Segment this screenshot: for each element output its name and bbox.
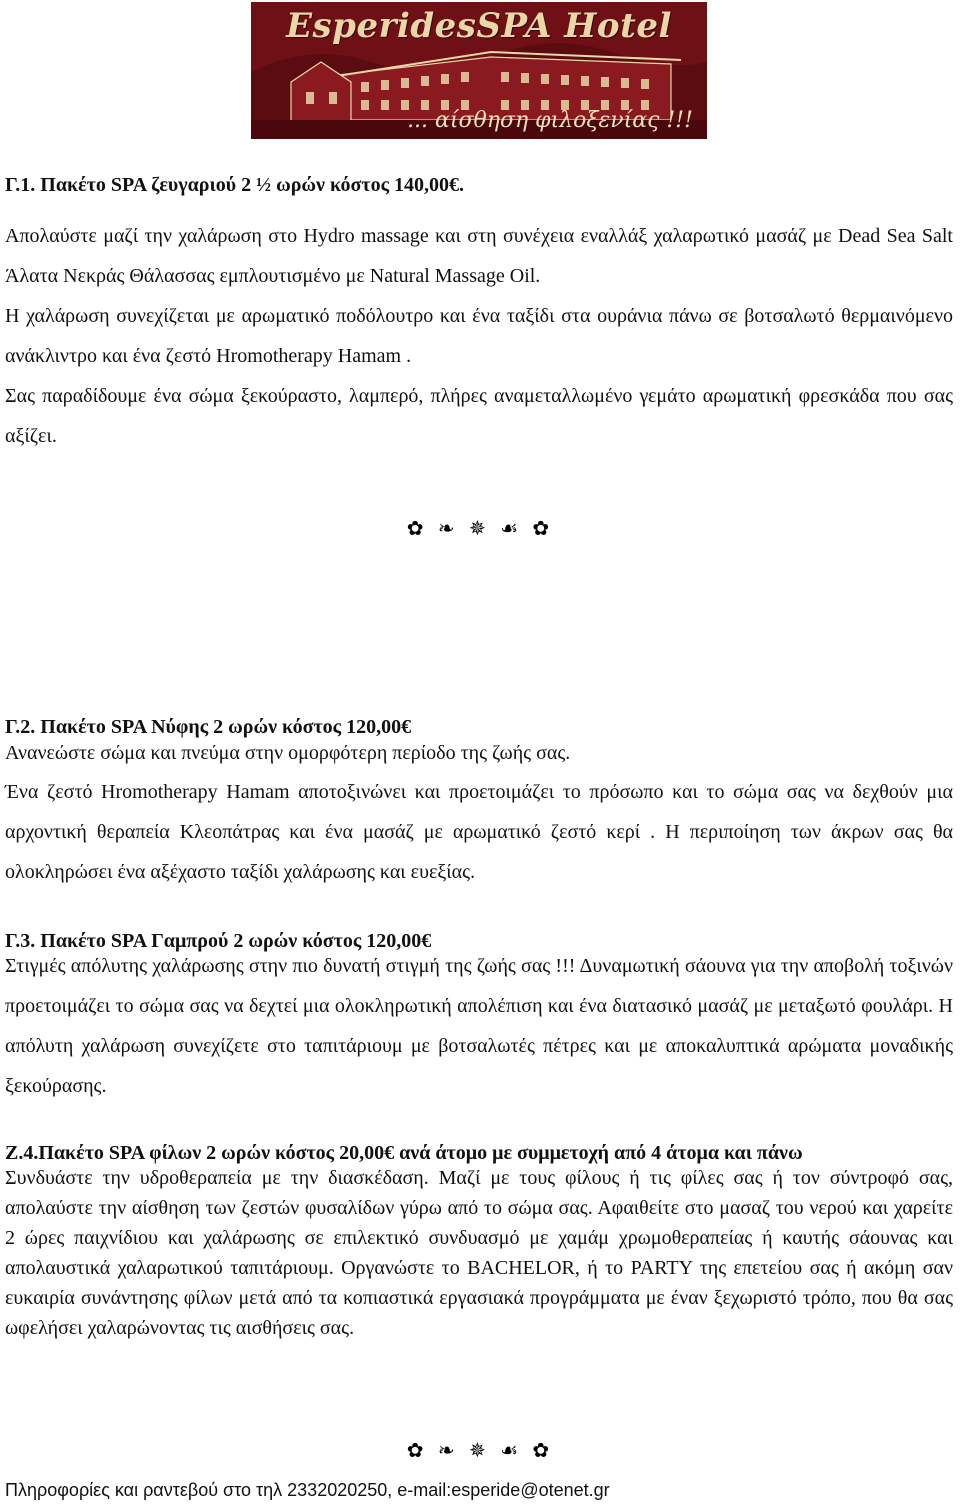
section-paragraph: Η χαλάρωση συνεχίζεται με αρωματικό ποδόλουτρο και ένα ταξίδι στα ουράνια πάνω σε βοτσαλωτό θερμαινόμενο ανάκλιντρο και ένα ζεστό Hromotherapy Hamam . xyxy=(5,305,953,367)
logo-title: EsperidesSPA Hotel xyxy=(286,6,672,46)
section-bride-package xyxy=(5,714,953,766)
section-paragraph: Συνδυάστε την υδροθεραπεία με την διασκέδαση. Μαζί με τους φίλους ή τις φίλες σας ή τον σύντροφό σας, απολαύστε την αίσθηση των ζεστών φυσαλίδων γύρω από το σώμα σας. Αφαιθείτε στο μασαζ του νερού και χαρείτε 2 ώρες παιχνίδιου και χαλάρωσης σε επιλεκτικό συνδυασμό με χαμάμ χρωμοθεραπείας ή καυτής σάουνας και απολαυστικά χαλαρωτικού ταπιτάριουμ. Οργανώστε το BACHELOR, ή το PARTY της επετείου σας ή ακόμη σαν ευκαιρία συνάντησης φίλων μετά από τα κοπιαστικά εργασιακά προγράμματα με έναν ξεχωριστό τρόπο, που θα σας ωφελήσει χαλαρώνοντας τις αισθήσεις σας. xyxy=(5,1167,953,1339)
contact-footer: Πληροφορίες και ραντεβού στο τηλ 2332020250, e-mail:esperide@otenet.gr xyxy=(5,1480,610,1500)
section-paragraph: Απολαύστε μαζί την χαλάρωση στο Hydro massage και στη συνέχεια εναλλάξ χαλαρωτικό μασάζ με Dead Sea Salt Άλατα Νεκράς Θάλασσας εμπλουτισμένο με Natural Massage Oil. xyxy=(5,225,953,287)
ornament-divider: ✿ ❧ ✵ ☙ ✿ xyxy=(406,516,554,540)
section-paragraph: Σας παραδίδουμε ένα σώμα ξεκούραστο, λαμπερό, πλήρες αναμεταλλωμένο γεμάτο αρωματική φρεσκάδα που σας αξίζει. xyxy=(5,385,953,447)
section-paragraph: Ένα ζεστό Hromotherapy Hamam αποτοξινώνει και προετοιμάζει το πρόσωπο και το σώμα σας να δεχθούν μια αρχοντική θεραπεία Κλεοπάτρας και ένα μασάζ με αρωματικό ζεστό κερί . Η περιποίηση των άκρων σας θα ολοκληρώσει ένα αξέχαστο ταξίδι χαλάρωσης και ευεξίας. xyxy=(5,781,953,883)
section-couple-package xyxy=(5,172,953,198)
ornament-divider: ✿ ❧ ✵ ☙ ✿ xyxy=(406,1438,554,1462)
section-heading: Γ.3. Πακέτο SPA Γαμπρού 2 ωρών κόστος 120,00€ xyxy=(5,930,432,952)
section-heading: Γ.1. Πακέτο SPA ζευγαριού 2 ½ ωρών κόστος 140,00€. xyxy=(5,174,465,196)
logo-tagline: ... αίσθηση φιλοξενίας !!! xyxy=(407,108,693,133)
section-subtitle: Στιγμές απόλυτης χαλάρωσης στην πιο δυνατή στιγμή της ζωής σας !!! xyxy=(5,955,576,977)
section-body: Δυναμωτική σάουνα για την αποβολή τοξινών προετοιμάζει το σώμα σας να δεχτεί μια ολοκληρωτική απολέπιση και ένα διατασικό μασάζ με μεταξωτό φουλάρι. Η απόλυτη χαλάρωση συνεχίζετε στο ταπιτάριουμ με βοτσαλωτές πέτρες και με αποκαλυπτικά αρώματα μοναδικής ξεκούρασης. xyxy=(5,955,953,1097)
section-subtitle: Ανανεώστε σώμα και πνεύμα στην ομορφότερη περίοδο της ζωής σας. xyxy=(5,742,571,764)
section-paragraph xyxy=(5,946,953,1106)
section-heading: Ζ.4.Πακέτο SPA φίλων 2 ωρών κόστος 20,00€ ανά άτομο με συμμετοχή από 4 άτομα και πάνω xyxy=(5,1142,803,1164)
section-heading: Γ.2. Πακέτο SPA Νύφης 2 ωρών κόστος 120,00€ xyxy=(5,716,412,738)
hotel-logo xyxy=(251,2,707,139)
